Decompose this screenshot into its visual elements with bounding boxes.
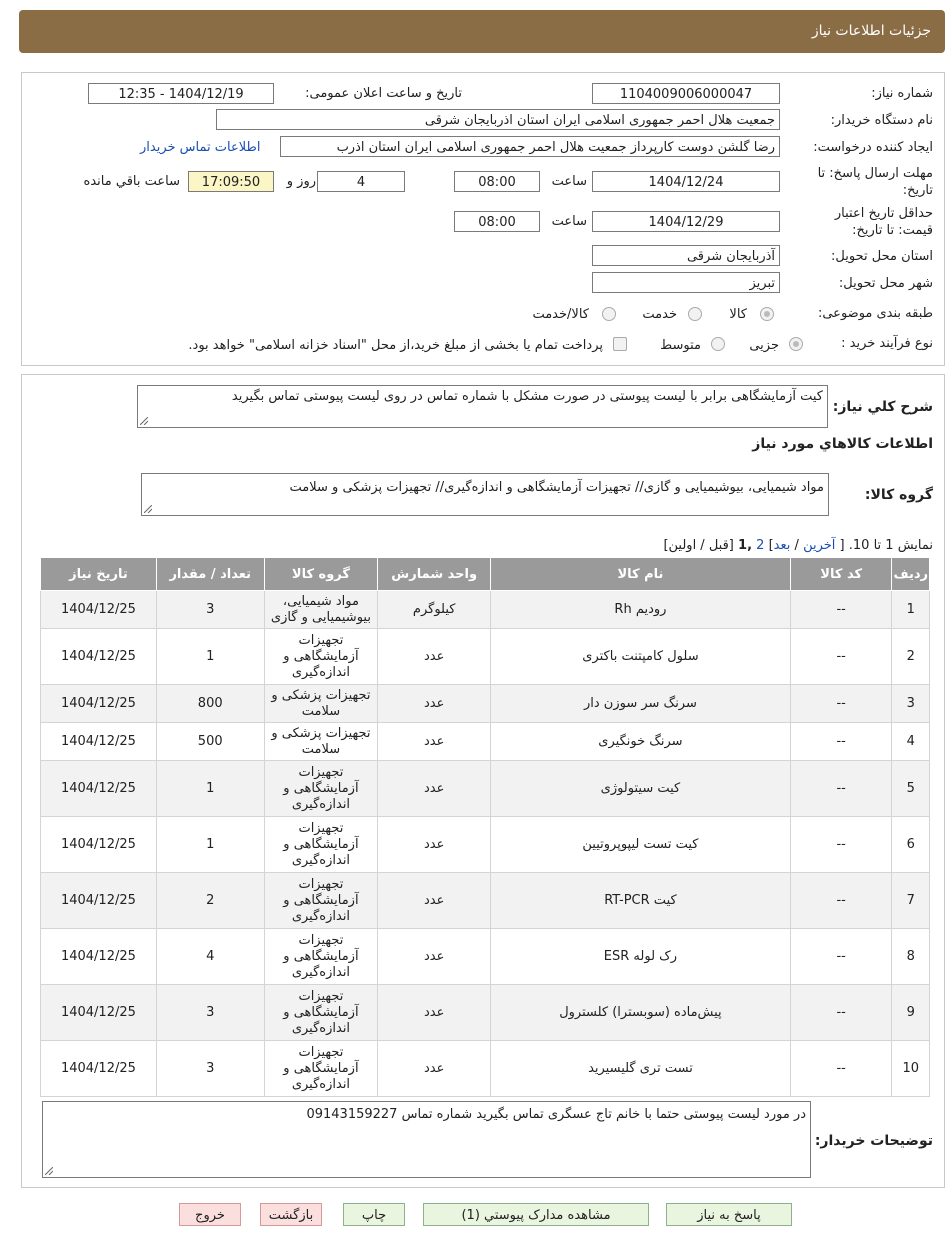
remaining-label: ساعت باقي مانده [83, 174, 180, 189]
table-cell: سلول کامپتنت باکتری [491, 629, 791, 685]
table-cell: عدد [378, 817, 491, 873]
requester-label: ایجاد کننده درخواست: [813, 140, 933, 155]
category-service-radio[interactable] [688, 307, 702, 321]
resize-handle-icon[interactable] [45, 1167, 53, 1175]
table-cell: عدد [378, 929, 491, 985]
table-row [41, 985, 930, 1041]
buyer-org-label: نام دستگاه خریدار: [830, 113, 933, 128]
table-cell: عدد [378, 873, 491, 929]
table-cell: تجهیزات آزمایشگاهی و اندازه‌گیری [264, 929, 378, 985]
pagination-current-page: 1 [738, 538, 748, 553]
buyer-notes-label: توضیحات خریدار: [814, 1133, 933, 1149]
buyer-notes-text: در مورد لیست پیوستی حتما با خانم تاج عسگری تماس بگیرید شماره تماس 09143159227 [306, 1107, 806, 1122]
resize-handle-icon[interactable] [144, 505, 152, 513]
page-title: جزئیات اطلاعات نیاز [811, 23, 931, 39]
table-cell: 4 [156, 929, 264, 985]
page-header [19, 10, 945, 53]
process-medium-radio[interactable] [711, 337, 725, 351]
table-cell: 1404/12/25 [41, 591, 157, 629]
price-validity-label-2: قيمت: تا تاريخ: [852, 223, 933, 238]
price-validity-time-field: 08:00 [454, 211, 540, 232]
category-label: طبقه بندی موضوعی: [817, 306, 933, 321]
table-row [41, 1041, 930, 1097]
table-cell: -- [790, 761, 892, 817]
price-validity-label-1: حداقل تاريخ اعتبار [834, 206, 933, 221]
table-cell: 1 [156, 761, 264, 817]
column-header: گروه کالا [264, 558, 378, 591]
city-label: شهر محل تحويل: [838, 276, 933, 291]
process-label: نوع فرآيند خريد : [841, 336, 933, 351]
table-cell: -- [790, 1041, 892, 1097]
need-number-label: شماره نیاز: [871, 86, 933, 101]
category-goods-service-label: کالا/خدمت [532, 307, 589, 322]
view-attachments-button[interactable]: مشاهده مدارک پیوستي (1) [423, 1203, 649, 1226]
table-row [41, 629, 930, 685]
table-cell: 1404/12/25 [41, 1041, 157, 1097]
table-cell: کیلوگرم [378, 591, 491, 629]
summary-text: کیت آزمایشگاهی برابر با لیست پیوستی در صورت مشکل با شماره تماس در روی لیست پیوستی تماس بگیرید [231, 389, 823, 404]
pagination-bracket-open: [ [839, 538, 845, 553]
reply-deadline-label-1: مهلت ارسال پاسخ: تا [817, 166, 933, 181]
table-cell: -- [790, 817, 892, 873]
table-cell: 1 [156, 629, 264, 685]
table-cell: -- [790, 629, 892, 685]
announce-label: تاریخ و ساعت اعلان عمومی: [305, 86, 462, 101]
table-cell: 6 [892, 817, 930, 873]
exit-button[interactable]: خروج [179, 1203, 241, 1226]
table-row [41, 685, 930, 723]
table-cell: -- [790, 873, 892, 929]
table-cell: تجهیزات پزشکی و سلامت [264, 723, 378, 761]
table-cell: سرنگ خونگیری [491, 723, 791, 761]
process-medium-label: متوسط [660, 338, 701, 353]
resize-handle-icon[interactable] [140, 417, 148, 425]
table-cell: 5 [892, 761, 930, 817]
table-cell: 3 [892, 685, 930, 723]
table-cell: 4 [892, 723, 930, 761]
reply-time-field: 08:00 [454, 171, 540, 192]
table-cell: 1 [892, 591, 930, 629]
pagination-last-link[interactable]: آخرین [803, 538, 836, 553]
table-cell: 1404/12/25 [41, 761, 157, 817]
table-cell: 9 [892, 985, 930, 1041]
buyer-org-field: جمعیت هلال احمر جمهوری اسلامی ایران استان اذربایجان شرقی [216, 109, 780, 130]
table-cell: 1404/12/25 [41, 685, 157, 723]
summary-label: شرح کلي نياز: [832, 399, 933, 415]
table-cell: 1404/12/25 [41, 985, 157, 1041]
table-cell: 3 [156, 1041, 264, 1097]
table-row [41, 761, 930, 817]
table-cell: 1 [156, 817, 264, 873]
goods-section-title: اطلاعات کالاهاي مورد نياز [752, 436, 933, 452]
category-goods-label: کالا [729, 307, 747, 322]
table-cell: عدد [378, 761, 491, 817]
pagination-separator: / [794, 538, 799, 553]
table-cell: 3 [156, 985, 264, 1041]
table-cell: 7 [892, 873, 930, 929]
price-validity-date-field: 1404/12/29 [592, 211, 780, 232]
table-cell: 2 [156, 873, 264, 929]
column-header: واحد شمارش [378, 558, 491, 591]
process-minor-radio[interactable] [789, 337, 803, 351]
province-field: آذربایجان شرقی [592, 245, 780, 266]
table-cell: -- [790, 685, 892, 723]
column-header: رديف [892, 558, 930, 591]
summary-textarea[interactable] [137, 385, 828, 428]
table-cell: تجهیزات آزمایشگاهی و اندازه‌گیری [264, 1041, 378, 1097]
table-row [41, 817, 930, 873]
table-cell: کیت RT-PCR [491, 873, 791, 929]
table-cell: 1404/12/25 [41, 723, 157, 761]
table-cell: 800 [156, 685, 264, 723]
goods-group-text: مواد شیمیایی، بیوشیمیایی و گازی// تجهیزات آزمایشگاهی و اندازه‌گیری// تجهیزات پزشکی و سلامت [289, 480, 824, 495]
table-row [41, 929, 930, 985]
category-goods-service-radio[interactable] [602, 307, 616, 321]
remaining-time-field: 17:09:50 [188, 171, 274, 192]
table-cell: 1404/12/25 [41, 929, 157, 985]
table-cell: 1404/12/25 [41, 629, 157, 685]
table-cell: 500 [156, 723, 264, 761]
table-cell: 1404/12/25 [41, 817, 157, 873]
days-label: روز و [286, 174, 316, 189]
reply-button[interactable]: پاسخ به نیاز [666, 1203, 792, 1226]
buyer-contact-link[interactable]: اطلاعات تماس خریدار [140, 140, 261, 155]
table-cell: عدد [378, 723, 491, 761]
treasury-payment-note: پرداخت تمام یا بخشی از مبلغ خرید،از محل "اسناد خزانه اسلامی" خواهد بود. [188, 338, 603, 353]
table-body [41, 591, 930, 1097]
table-cell: سرنگ سر سوزن دار [491, 685, 791, 723]
reply-deadline-label-2: تاریخ: [902, 183, 933, 198]
pagination-bracket-close: ] [768, 538, 774, 553]
table-cell: عدد [378, 1041, 491, 1097]
table-cell: تجهیزات آزمایشگاهی و اندازه‌گیری [264, 817, 378, 873]
reply-date-field: 1404/12/24 [592, 171, 780, 192]
table-cell: عدد [378, 685, 491, 723]
pagination-prev-first: [قبل / اولین] [663, 538, 734, 553]
announce-field: 1404/12/19 - 12:35 [88, 83, 274, 104]
table-cell: تجهیزات آزمایشگاهی و اندازه‌گیری [264, 873, 378, 929]
days-field: 4 [317, 171, 405, 192]
table-cell: -- [790, 723, 892, 761]
pagination-page-2[interactable]: 2 [756, 538, 765, 553]
reply-time-label: ساعت [551, 174, 587, 189]
table-cell: 2 [892, 629, 930, 685]
table-cell: مواد شیمیایی، بیوشیمیایی و گازی [264, 591, 378, 629]
pagination-comma: , [747, 538, 753, 553]
table-row [41, 873, 930, 929]
goods-group-label: گروه کالا: [864, 487, 933, 503]
column-header: نام کالا [491, 558, 791, 591]
table-cell: 10 [892, 1041, 930, 1097]
table-row [41, 723, 930, 761]
back-button[interactable]: بازگشت [260, 1203, 322, 1226]
table-header-row [41, 558, 930, 591]
category-goods-radio[interactable] [760, 307, 774, 321]
price-validity-time-label: ساعت [551, 214, 587, 229]
goods-table [40, 557, 930, 1097]
goods-group-textarea[interactable] [141, 473, 829, 516]
table-cell: کیت سیتولوژی [491, 761, 791, 817]
table-cell: -- [790, 929, 892, 985]
table-cell: 1404/12/25 [41, 873, 157, 929]
column-header: تاريخ نياز [41, 558, 157, 591]
need-number-field: 1104009006000047 [592, 83, 780, 104]
province-label: استان محل تحويل: [831, 249, 933, 264]
category-service-label: خدمت [642, 307, 677, 322]
column-header: کد کالا [790, 558, 892, 591]
table-cell: عدد [378, 985, 491, 1041]
table-cell: 8 [892, 929, 930, 985]
table-cell: رک لوله ESR [491, 929, 791, 985]
table-cell: 3 [156, 591, 264, 629]
table-cell: تجهیزات آزمایشگاهی و اندازه‌گیری [264, 761, 378, 817]
print-button[interactable]: چاپ [343, 1203, 405, 1226]
table-cell: کیت تست لیپوپروتیین [491, 817, 791, 873]
table-cell: -- [790, 591, 892, 629]
buyer-notes-textarea[interactable] [42, 1101, 811, 1178]
table-cell: تجهیزات پزشکی و سلامت [264, 685, 378, 723]
treasury-payment-checkbox[interactable] [613, 337, 627, 351]
requester-field: رضا گلشن دوست کارپرداز جمعیت هلال احمر جمهوری اسلامی ایران استان اذرب [280, 136, 780, 157]
table-cell: تجهیزات آزمایشگاهی و اندازه‌گیری [264, 629, 378, 685]
column-header: تعداد / مقدار [156, 558, 264, 591]
pagination [663, 538, 933, 553]
table-cell: تجهیزات آزمایشگاهی و اندازه‌گیری [264, 985, 378, 1041]
city-field: تبریز [592, 272, 780, 293]
pagination-next-link[interactable]: بعد [773, 538, 791, 553]
table-cell: -- [790, 985, 892, 1041]
table-cell: تست تری گلیسیرید [491, 1041, 791, 1097]
table-cell: رودیم Rh [491, 591, 791, 629]
table-row [41, 591, 930, 629]
table-cell: عدد [378, 629, 491, 685]
table-cell: پیش‌ماده (سوبسترا) کلسترول [491, 985, 791, 1041]
process-minor-label: جزیی [749, 338, 779, 353]
pagination-range: نمایش 1 تا 10. [848, 538, 933, 553]
